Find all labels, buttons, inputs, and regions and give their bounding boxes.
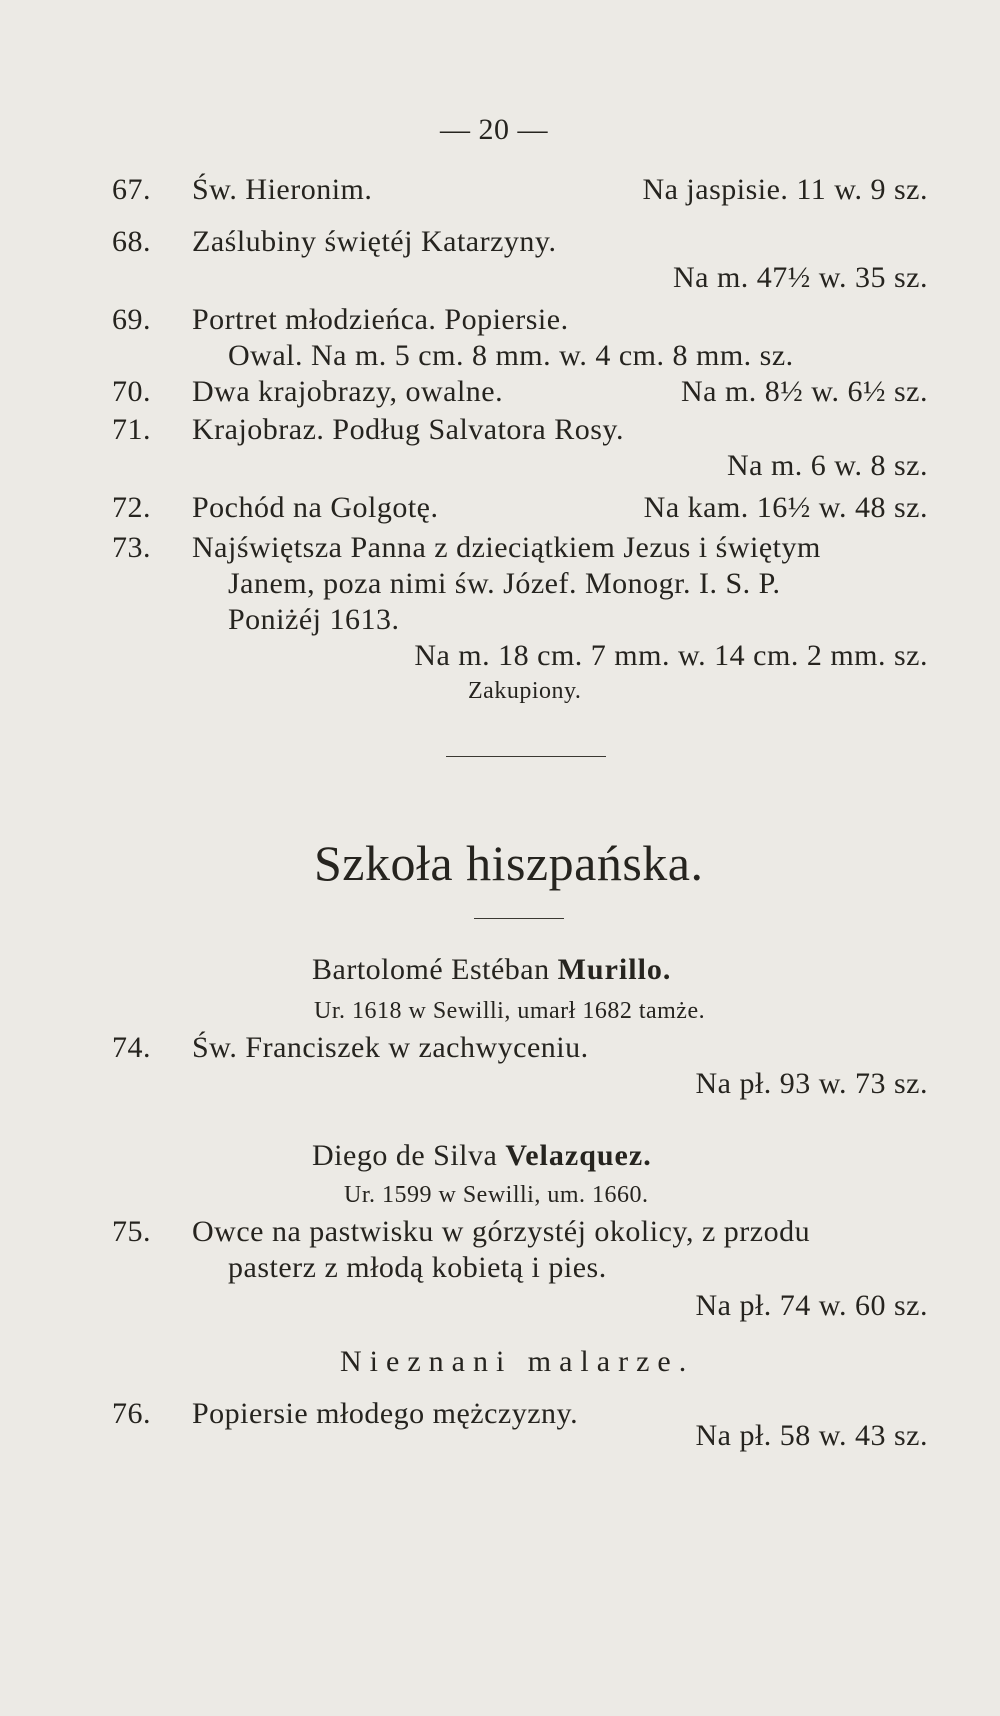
entry-detail: Na pł. 74 w. 60 sz. [695,1289,928,1322]
artist-bio: Ur. 1618 w Sewilli, umarł 1682 tamże. [314,998,706,1024]
artist-name [312,952,671,988]
entry-detail: Owal. Na m. 5 cm. 8 mm. w. 4 cm. 8 mm. sz. [228,339,794,372]
entry-detail: Na m. 18 cm. 7 mm. w. 14 cm. 2 mm. sz. [414,639,928,672]
entry-detail: Na pł. 93 w. 73 sz. [695,1067,928,1100]
entry-title: Owce na pastwisku w górzystéj okolicy, z przodu [192,1215,811,1248]
entry-detail: Na m. 6 w. 8 sz. [726,449,928,482]
artist-surname: Murillo. [557,953,672,986]
entry-number: 71. [112,413,151,446]
entry-detail: Na pł. 58 w. 43 sz. [695,1419,928,1452]
entry-title: Dwa krajobrazy, owalne. [192,375,504,408]
section-divider [474,918,564,919]
artist-first-names: Diego de Silva [312,1139,498,1172]
entry-detail: Na kam. 16½ w. 48 sz. [643,491,928,524]
entry-title: Pochód na Golgotę. [192,491,439,524]
entry-detail: Na m. 8½ w. 6½ sz. [680,375,928,408]
entry-detail: Na jaspisie. 11 w. 9 sz. [642,173,928,206]
entry-number: 75. [112,1215,151,1248]
entry-number: 76. [112,1397,151,1430]
entry-number: 72. [112,491,151,524]
entry-number: 73. [112,531,151,564]
entry-number: 70. [112,375,151,408]
entry-title: Św. Hieronim. [192,173,373,206]
page-number: — 20 — [440,113,548,146]
entry-detail: Na m. 47½ w. 35 sz. [672,261,928,294]
entry-number: 74. [112,1031,151,1064]
entry-title: Zaślubiny świętéj Katarzyny. [192,225,557,258]
entry-title: Popiersie młodego mężczyzny. [192,1397,579,1430]
entry-number: 69. [112,303,151,336]
section-heading: Szkoła hiszpańska. [314,835,704,891]
artist-first-names: Bartolomé Estéban [312,953,550,986]
artist-surname: Velazquez. [505,1139,652,1172]
entry-number: 68. [112,225,151,258]
entry-title: Najświętsza Panna z dzieciątkiem Jezus i świętym [192,531,821,564]
entry-title: Poniżéj 1613. [228,603,400,636]
artist-name [312,1138,652,1174]
entry-title: Krajobraz. Podług Salvatora Rosy. [192,413,624,446]
entry-number: 67. [112,173,151,206]
section-divider [446,756,606,757]
entry-title: Portret młodzieńca. Popiersie. [192,303,569,336]
unknown-painters-heading: Nieznani malarze. [340,1345,695,1378]
entry-title: Św. Franciszek w zachwyceniu. [192,1031,589,1064]
entry-note: Zakupiony. [468,678,582,704]
entry-title: Janem, poza nimi św. Józef. Monogr. I. S. P. [228,567,781,600]
artist-bio: Ur. 1599 w Sewilli, um. 1660. [344,1182,649,1208]
entry-title: pasterz z młodą kobietą i pies. [228,1251,607,1284]
